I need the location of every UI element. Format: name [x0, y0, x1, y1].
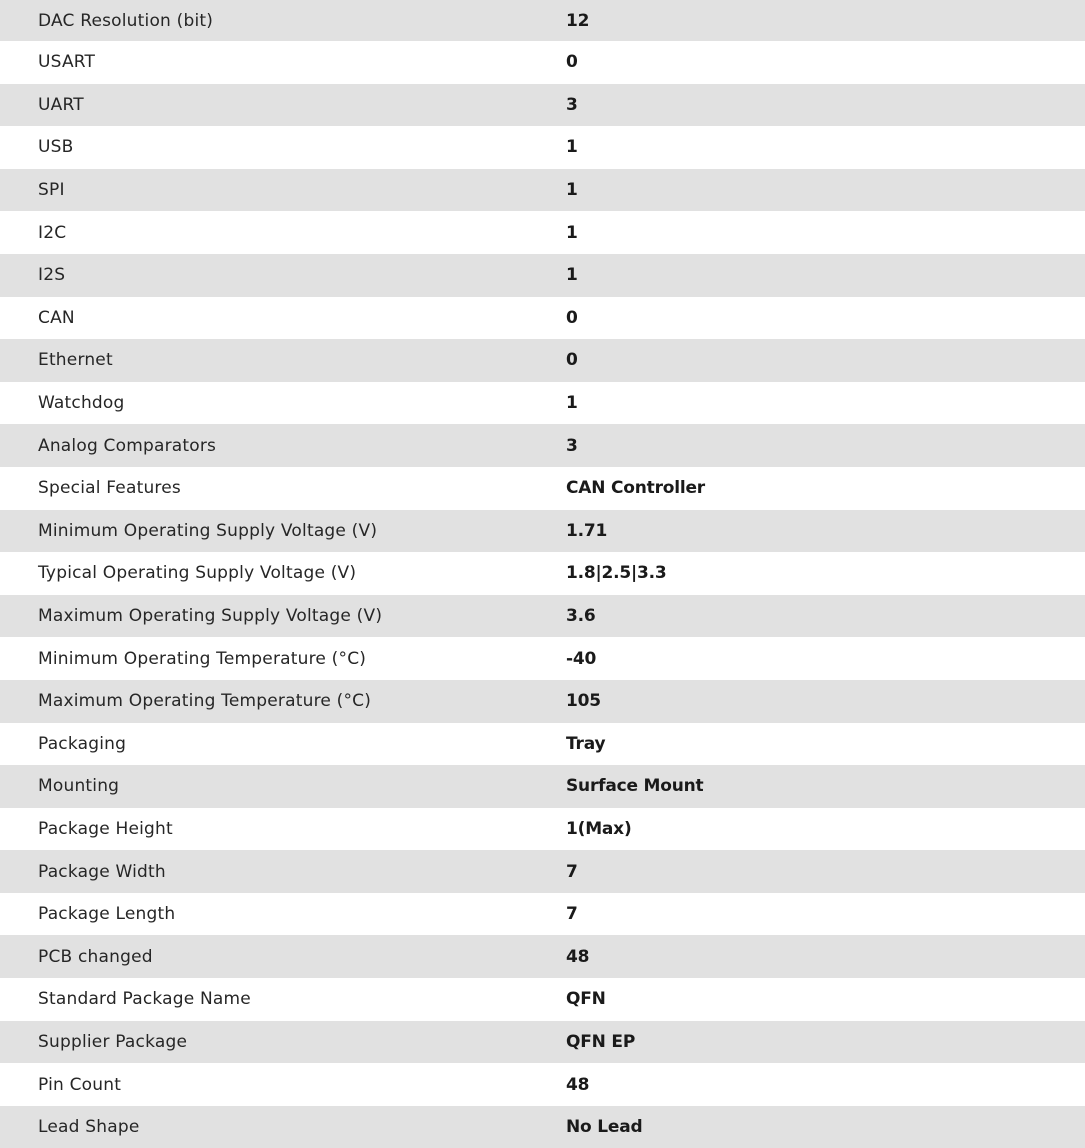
table-row	[0, 935, 1085, 978]
spec-label: Standard Package Name	[38, 989, 251, 1010]
spec-value: 7	[566, 861, 578, 882]
table-row	[0, 510, 1085, 553]
spec-label: Package Length	[38, 904, 176, 925]
spec-label: Maximum Operating Supply Voltage (V)	[38, 606, 383, 627]
table-row	[0, 850, 1085, 893]
spec-value: 7	[566, 904, 578, 925]
table-row	[0, 41, 1085, 84]
table-row	[0, 297, 1085, 340]
spec-label: Supplier Package	[38, 1031, 188, 1052]
spec-value: 48	[566, 1074, 590, 1095]
table-row	[0, 1021, 1085, 1064]
spec-value: 1	[566, 222, 578, 243]
table-row	[0, 978, 1085, 1021]
spec-value: Surface Mount	[566, 776, 704, 797]
spec-label: Package Width	[38, 861, 166, 882]
spec-value: No Lead	[566, 1117, 643, 1138]
spec-value: Tray	[566, 733, 606, 754]
table-row	[0, 424, 1085, 467]
spec-value: 1	[566, 265, 578, 286]
spec-value: 1	[566, 137, 578, 158]
spec-value: 1.71	[566, 520, 608, 541]
spec-value: 1	[566, 393, 578, 414]
spec-label: CAN	[38, 307, 75, 328]
spec-label: Maximum Operating Temperature (°C)	[38, 691, 372, 712]
table-row	[0, 169, 1085, 212]
spec-label: I2S	[38, 265, 66, 286]
spec-value: 3	[566, 435, 578, 456]
spec-label: Minimum Operating Supply Voltage (V)	[38, 520, 378, 541]
spec-value: 0	[566, 52, 578, 73]
spec-label: PCB changed	[38, 946, 153, 967]
spec-label: I2C	[38, 222, 67, 243]
table-row	[0, 339, 1085, 382]
table-row	[0, 254, 1085, 297]
table-row	[0, 595, 1085, 638]
table-row	[0, 84, 1085, 127]
spec-value: 0	[566, 350, 578, 371]
spec-value: 12	[566, 10, 590, 31]
table-row	[0, 382, 1085, 425]
spec-value: -40	[566, 648, 597, 669]
spec-label: SPI	[38, 180, 65, 201]
spec-value: 1(Max)	[566, 818, 632, 839]
spec-label: DAC Resolution (bit)	[38, 10, 214, 31]
spec-label: Minimum Operating Temperature (°C)	[38, 648, 367, 669]
spec-value: 3.6	[566, 606, 596, 627]
spec-label: Package Height	[38, 818, 173, 839]
spec-label: Analog Comparators	[38, 435, 217, 456]
spec-value: 0	[566, 307, 578, 328]
table-row	[0, 467, 1085, 510]
table-row	[0, 0, 1085, 41]
table-row	[0, 126, 1085, 169]
spec-label: USB	[38, 137, 74, 158]
spec-value: 3	[566, 94, 578, 115]
spec-label: UART	[38, 94, 84, 115]
spec-label: Mounting	[38, 776, 120, 797]
table-row	[0, 723, 1085, 766]
table-row	[0, 552, 1085, 595]
spec-label: Watchdog	[38, 393, 125, 414]
table-row	[0, 1106, 1085, 1148]
spec-label: Packaging	[38, 733, 127, 754]
table-row	[0, 211, 1085, 254]
spec-value: 48	[566, 946, 590, 967]
table-row	[0, 765, 1085, 808]
spec-label: Typical Operating Supply Voltage (V)	[38, 563, 357, 584]
spec-value: QFN EP	[566, 1031, 636, 1052]
spec-label: Special Features	[38, 478, 181, 499]
spec-value: QFN	[566, 989, 606, 1010]
table-row	[0, 1063, 1085, 1106]
spec-value: 1	[566, 180, 578, 201]
table-row	[0, 893, 1085, 936]
table-row	[0, 637, 1085, 680]
spec-label: USART	[38, 52, 96, 73]
spec-label: Lead Shape	[38, 1117, 140, 1138]
table-row	[0, 808, 1085, 851]
spec-value: CAN Controller	[566, 478, 705, 499]
table-row	[0, 680, 1085, 723]
spec-label: Ethernet	[38, 350, 113, 371]
spec-value: 1.8|2.5|3.3	[566, 563, 667, 584]
spec-label: Pin Count	[38, 1074, 122, 1095]
spec-value: 105	[566, 691, 601, 712]
